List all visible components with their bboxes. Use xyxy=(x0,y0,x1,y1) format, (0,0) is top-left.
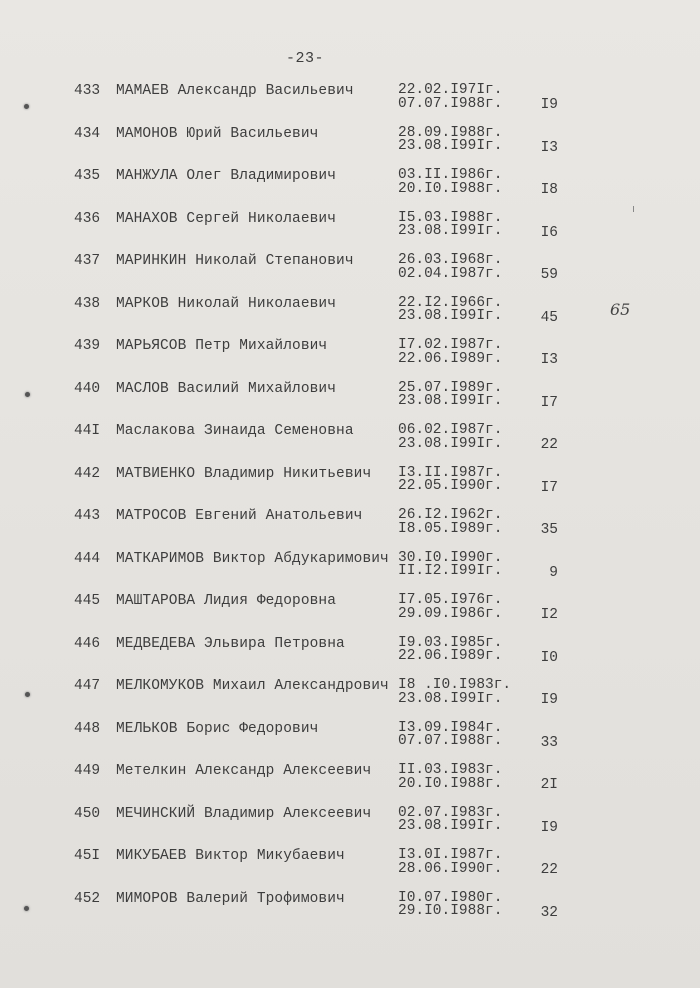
list-item xyxy=(0,293,700,336)
list-item xyxy=(0,80,700,123)
person-name: МАСЛОВ Василий Михайлович xyxy=(116,380,337,397)
person-name: МАМАЕВ Александр Васильевич xyxy=(116,83,354,99)
person-name: МАРКОВ Николай Николаевич xyxy=(116,295,337,312)
person-name: МИКУБАЕВ Виктор Микубаевич xyxy=(116,848,345,864)
person-name: МЕЛЬКОВ Борис Федорович xyxy=(116,720,319,737)
service-dates xyxy=(398,804,503,834)
entry-number: 444 xyxy=(74,550,101,567)
list-item xyxy=(0,633,700,676)
years-count: I9 xyxy=(540,692,558,708)
service-dates xyxy=(398,294,503,324)
service-dates xyxy=(398,549,503,579)
date-to: 02.04.I987г. xyxy=(398,265,503,282)
person-name: МИМОРОВ Валерий Трофимович xyxy=(116,890,345,907)
date-from: 26.03.I968г. xyxy=(398,252,503,268)
service-dates xyxy=(398,209,503,239)
list-item xyxy=(0,378,700,421)
date-to: 22.05.I990г. xyxy=(398,478,503,494)
entry-number: 443 xyxy=(74,508,101,524)
service-dates xyxy=(398,889,503,919)
list-item xyxy=(0,165,700,208)
years-count: I3 xyxy=(540,139,558,156)
list-item xyxy=(0,675,700,718)
entry-number: 436 xyxy=(74,210,101,227)
entry-number: 438 xyxy=(74,295,101,312)
years-count: I0 xyxy=(540,649,558,666)
date-to: 07.07.I988г. xyxy=(398,95,503,112)
service-dates xyxy=(398,84,502,111)
entry-number: 44I xyxy=(74,423,101,439)
years-count: 45 xyxy=(540,309,558,326)
years-count: 59 xyxy=(540,267,558,283)
years-count: I7 xyxy=(540,394,558,411)
date-from: I0.07.I980г. xyxy=(398,889,503,906)
date-to: 29.I0.I988г. xyxy=(398,903,503,919)
date-to: I8.05.I989г. xyxy=(398,520,503,537)
person-name: МАТКАРИМОВ Виктор Абдукаримович xyxy=(116,550,389,567)
date-from: II.03.I983г. xyxy=(398,762,503,778)
date-from: I7.02.I987г. xyxy=(398,337,503,353)
date-to: 22.06.I989г. xyxy=(398,350,503,367)
entry-number: 445 xyxy=(74,593,101,609)
date-from: 22.I2.I966г. xyxy=(398,294,503,311)
years-count: 2I xyxy=(540,777,558,793)
service-dates xyxy=(398,764,502,791)
entry-number: 448 xyxy=(74,720,101,737)
entry-number: 439 xyxy=(74,338,101,354)
person-name: Метелкин Александр Алексеевич xyxy=(116,763,372,779)
person-name: МЕЧИНСКИЙ Владимир Алексеевич xyxy=(116,805,372,822)
margin-handwritten-note: 65 xyxy=(610,300,631,319)
person-name: МАНЖУЛА Олег Владимирович xyxy=(116,168,337,184)
list-item xyxy=(0,505,700,548)
years-count: I8 xyxy=(540,182,558,198)
years-count: I3 xyxy=(540,352,558,368)
service-dates xyxy=(398,849,502,876)
years-count: I7 xyxy=(540,479,558,496)
entry-number: 440 xyxy=(74,380,101,397)
person-name: МАРЬЯСОВ Петр Михайлович xyxy=(116,338,328,354)
list-item xyxy=(0,760,700,803)
date-from: I3.II.I987г. xyxy=(398,464,503,481)
list-item xyxy=(0,123,700,166)
service-dates xyxy=(398,594,502,621)
person-name: МАТВИЕНКО Владимир Никитьевич xyxy=(116,465,372,482)
list-item xyxy=(0,250,700,293)
date-to: 23.08.I99Iг. xyxy=(398,690,503,707)
date-from: 06.02.I987г. xyxy=(398,422,503,438)
date-to: 20.I0.I988г. xyxy=(398,775,503,792)
service-dates xyxy=(398,424,502,451)
service-dates xyxy=(398,679,511,706)
years-count: I9 xyxy=(540,819,558,836)
person-name: МЕЛКОМУКОВ Михаил Александрович xyxy=(116,678,389,694)
service-dates xyxy=(398,634,503,664)
list-item xyxy=(0,420,700,463)
date-to: 23.08.I99Iг. xyxy=(398,138,503,154)
date-to: 23.08.I99Iг. xyxy=(398,308,503,324)
years-count: 33 xyxy=(540,734,558,751)
list-item xyxy=(0,845,700,888)
person-name: МАШТАРОВА Лидия Федоровна xyxy=(116,593,337,609)
service-dates xyxy=(398,464,503,494)
date-from: 22.02.I97Iг. xyxy=(398,82,503,98)
date-from: I8 .I0.I983г. xyxy=(398,677,512,693)
list-item xyxy=(0,335,700,378)
years-count: I9 xyxy=(540,97,558,113)
date-from: 03.II.I986г. xyxy=(398,167,503,183)
person-name: МЕДВЕДЕВА Эльвира Петровна xyxy=(116,635,345,652)
date-from: I9.03.I985г. xyxy=(398,634,503,651)
years-count: 32 xyxy=(540,904,558,921)
entry-number: 435 xyxy=(74,168,101,184)
entry-number: 434 xyxy=(74,125,101,142)
service-dates xyxy=(398,379,503,409)
date-from: 25.07.I989г. xyxy=(398,379,503,396)
date-from: I7.05.I976г. xyxy=(398,592,503,608)
entries-list xyxy=(0,80,700,930)
years-count: 22 xyxy=(540,862,558,878)
list-item xyxy=(0,548,700,591)
date-from: I3.09.I984г. xyxy=(398,719,503,736)
service-dates xyxy=(398,254,502,281)
date-to: 20.I0.I988г. xyxy=(398,180,503,197)
entry-number: 450 xyxy=(74,805,101,822)
years-count: 9 xyxy=(549,564,558,581)
entry-number: 437 xyxy=(74,253,101,269)
service-dates xyxy=(398,509,502,536)
years-count: I2 xyxy=(540,607,558,623)
list-item xyxy=(0,463,700,506)
date-to: 28.06.I990г. xyxy=(398,860,503,877)
date-from: 30.I0.I990г. xyxy=(398,549,503,566)
date-to: 07.07.I988г. xyxy=(398,733,503,749)
date-to: 23.08.I99Iг. xyxy=(398,818,503,834)
person-name: Маслакова Зинаида Семеновна xyxy=(116,423,354,439)
list-item xyxy=(0,590,700,633)
date-to: 22.06.I989г. xyxy=(398,648,503,664)
service-dates xyxy=(398,169,502,196)
list-item xyxy=(0,208,700,251)
date-from: 02.07.I983г. xyxy=(398,804,503,821)
date-to: 23.08.I99Iг. xyxy=(398,393,503,409)
entry-number: 449 xyxy=(74,763,101,779)
person-name: МАНАХОВ Сергей Николаевич xyxy=(116,210,337,227)
service-dates xyxy=(398,339,502,366)
person-name: МАРИНКИН Николай Степанович xyxy=(116,253,354,269)
list-item xyxy=(0,718,700,761)
date-to: 29.09.I986г. xyxy=(398,605,503,622)
service-dates xyxy=(398,719,503,749)
years-count: 35 xyxy=(540,522,558,538)
entry-number: 447 xyxy=(74,678,101,694)
years-count: I6 xyxy=(540,224,558,241)
entry-number: 45I xyxy=(74,848,101,864)
entry-number: 433 xyxy=(74,83,101,99)
date-from: 28.09.I988г. xyxy=(398,124,503,141)
date-to: 23.08.I99Iг. xyxy=(398,223,503,239)
date-from: I3.0I.I987г. xyxy=(398,847,503,863)
list-item xyxy=(0,803,700,846)
person-name: МАТРОСОВ Евгений Анатольевич xyxy=(116,508,363,524)
date-from: I5.03.I988г. xyxy=(398,209,503,226)
entry-number: 446 xyxy=(74,635,101,652)
date-to: 23.08.I99Iг. xyxy=(398,435,503,452)
page-number: -23- xyxy=(285,50,324,67)
years-count: 22 xyxy=(540,437,558,453)
person-name: МАМОНОВ Юрий Васильевич xyxy=(116,125,319,142)
entry-number: 442 xyxy=(74,465,101,482)
list-item xyxy=(0,888,700,931)
service-dates xyxy=(398,124,503,154)
date-to: II.I2.I99Iг. xyxy=(398,563,503,579)
date-from: 26.I2.I962г. xyxy=(398,507,503,523)
entry-number: 452 xyxy=(74,890,101,907)
